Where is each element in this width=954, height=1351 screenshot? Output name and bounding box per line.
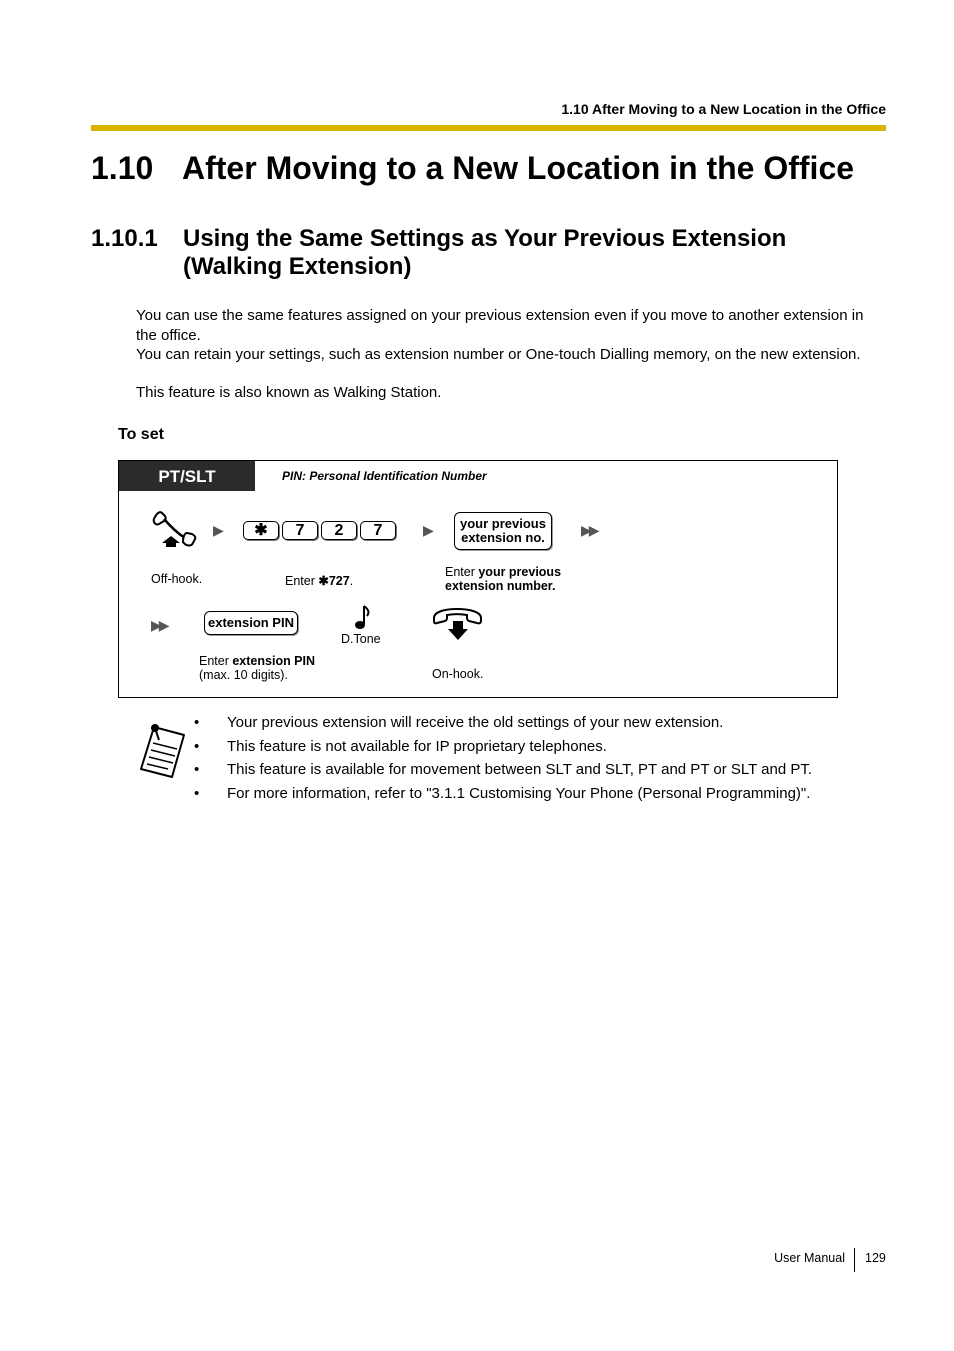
enter-code-label [285,574,353,588]
digit-key-7: 7 [360,521,396,540]
previous-extension-box [454,512,552,550]
subsection-title-text: Using the Same Settings as Your Previous Extension (Walking Extension) [183,225,787,280]
running-header: 1.10 After Moving to a New Location in the Office [561,101,886,117]
subsection-title [91,225,891,285]
digit-key-2: 2 [321,521,357,540]
label-bold: extension number. [445,579,556,593]
digit-key-7: 7 [282,521,318,540]
footer-divider [854,1248,855,1272]
step-arrow: ▶ [213,522,224,538]
notes-list [186,714,812,809]
label-text: Enter [285,574,319,588]
continue-arrow: ▶▶ [581,522,597,538]
procedure-box [118,460,838,698]
procedure-heading: To set [118,426,164,443]
pin-note: PIN: Personal Identification Number [282,469,487,483]
footer-label: User Manual [774,1251,845,1265]
label-bold: your previous [478,565,562,579]
feature-code: ✱727 [318,574,350,588]
list-item: • This feature is not available for IP proprietary telephones. [186,738,812,762]
previous-extension-box-line: your previous [460,516,546,531]
enter-pin-label [199,654,315,682]
dial-tone-label: D.Tone [341,632,381,646]
label-bold: extension PIN [232,654,316,668]
list-item: • For more information, refer to "3.1.1 Customising Your Phone (Personal Programming)". [186,785,812,809]
off-hook-handset-icon [149,509,199,553]
phone-type-tag: PT/SLT [119,461,255,491]
subsection-number: 1.10.1 [91,225,158,252]
section-title [91,150,854,187]
list-item: • This feature is available for movement between SLT and SLT, PT and PT or SLT and PT. [186,761,812,785]
list-item: • Your previous extension will receive the old settings of your new extension. [186,714,812,738]
step-arrow: ▶ [423,522,434,538]
dial-tone-note-icon [353,604,373,632]
extension-pin-box: extension PIN [204,611,298,635]
star-key: ✱ [243,521,279,540]
header-rule [91,125,886,131]
enter-previous-extension-label [445,565,561,593]
page-number: 129 [865,1251,886,1265]
label-text: Enter [199,654,233,668]
continue-arrow: ▶▶ [151,617,167,633]
on-hook-label: On-hook. [432,667,484,681]
intro-paragraph: This feature is also known as Walking Station. [136,384,442,401]
previous-extension-box-line: extension no. [461,530,545,545]
section-title-text: After Moving to a New Location in the Office [182,150,855,186]
label-text: (max. 10 digits). [199,668,288,682]
off-hook-label: Off-hook. [151,572,203,586]
intro-paragraph: You can use the same features assigned on your previous extension even if you move to another extension in the office. [136,307,864,344]
intro-paragraph: You can retain your settings, such as extension number or One-touch Dialling memory, on the new extension. [136,346,861,363]
section-number: 1.10 [91,150,154,186]
notepad-icon [138,721,186,779]
on-hook-handset-icon [431,607,485,643]
label-text: Enter [445,565,479,579]
label-text: . [349,574,354,588]
